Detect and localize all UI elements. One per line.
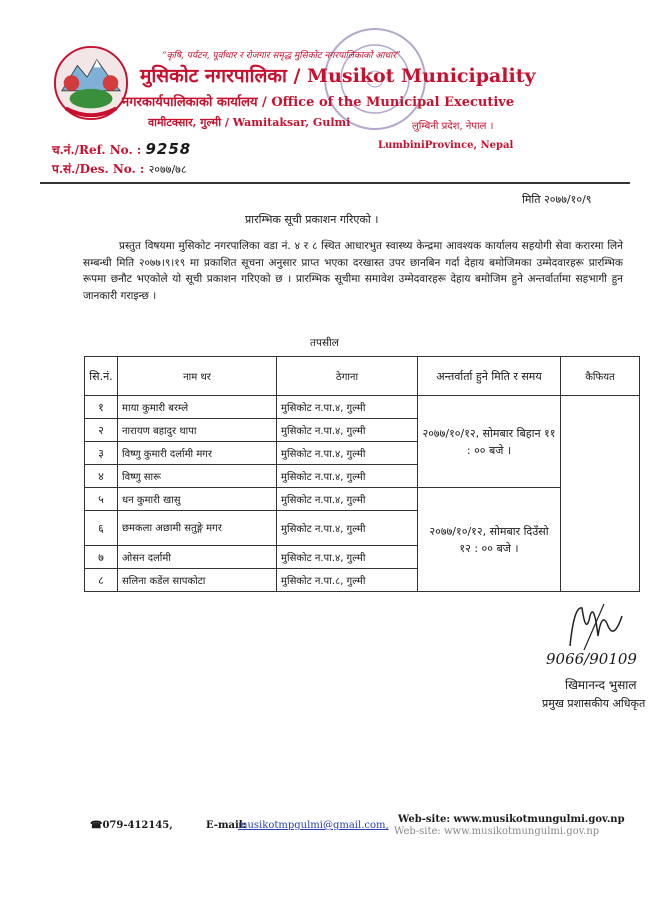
table-row [85, 488, 640, 511]
cell-name: विष्णु कुमारी दर्लामी मगर [118, 442, 277, 465]
cell-name: माया कुमारी बरम्ले [118, 396, 277, 419]
cell-sn: २ [85, 419, 118, 442]
signatory-name: खिमानन्द भुसाल [565, 678, 637, 692]
candidate-table [84, 356, 640, 592]
table-header-row [85, 357, 640, 396]
footer-email-link[interactable]: musikotmpgulmi@gmail.com, [238, 820, 389, 831]
ref-label: च.नं./Ref. No. : [52, 143, 142, 157]
col-header-schedule: अन्तर्वार्ता हुने मिति र समय [418, 357, 561, 396]
col-header-sn: सि.नं. [85, 357, 118, 396]
cell-sn: ८ [85, 569, 118, 592]
cell-address: मुसिकोट न.पा.४, गुल्मी [277, 511, 418, 546]
cell-name: ओसन दर्लामी [118, 546, 277, 569]
table-row [85, 396, 640, 419]
footer-email-label: E-mail: [206, 820, 247, 831]
signatory-title: प्रमुख प्रशासकीय अधिकृत [542, 697, 646, 710]
cell-name: धन कुमारी खासु [118, 488, 277, 511]
cell-address: मुसिकोट न.पा.४, गुल्मी [277, 488, 418, 511]
cell-address: मुसिकोट न.पा.८, गुल्मी [277, 569, 418, 592]
dispatch-number [52, 160, 187, 177]
cell-address: मुसिकोट न.पा.४, गुल्मी [277, 442, 418, 465]
cell-sn: ४ [85, 465, 118, 488]
cell-name: सलिना कडेंल सापकोटा [118, 569, 277, 592]
cell-schedule-morning: २०७७/१०/१२, सोमबार बिहान ११ : ०० बजे । [418, 396, 561, 488]
col-header-remarks: कैफियत [561, 357, 640, 396]
footer-phone: ☎079-412145, [90, 820, 173, 831]
des-label: प.सं./Des. No. : [52, 162, 145, 176]
col-header-address: ठेगाना [277, 357, 418, 396]
ref-value: 9258 [145, 140, 192, 158]
municipality-title: मुसिकोट नगरपालिका / Musikot Municipality [140, 65, 536, 87]
municipality-slogan: “कृषि, पर्यटन, पूर्वाधार र रोजगार समृद्ध मुसिकोट नगरपालिकाको आधार” [162, 51, 401, 61]
cell-address: मुसिकोट न.पा.४, गुल्मी [277, 419, 418, 442]
des-value: २०७७/७८ [148, 163, 187, 176]
office-address: वामीटक्सार, गुल्मी / Wamitaksar, Gulmi [148, 116, 351, 129]
letter-body: प्रस्तुत विषयमा मुसिकोट नगरपालिका वडा नं. ४ र ८ स्थित आधारभुत स्वास्थ्य केन्द्रमा आवश्यक कार्यालय सहयोगी सेवा करारमा लिने सम्बन्धी मिति २०७७।९।१९ मा प्रकाशित सूचना अनुसार प्राप्त भएका दरखास्त उपर छानबिन गर्दा देहाय बमोजिमका उम्मेदवारहरू प्रारम्भिक रूपमा छनौट भएकोले यो सूची प्रकाशन गरिएको छ । प्रारम्भिक सूचीमा समावेश उम्मेदवारहरू देहाय बमोजिम हुने अन्तर्वार्तामा सहभागी हुन जानकारी गराइन्छ । [83, 240, 623, 302]
reference-number [52, 140, 191, 158]
province-nepali: लुम्बिनी प्रदेश, नेपाल । [412, 121, 494, 132]
cell-address: मुसिकोट न.पा.४, गुल्मी [277, 546, 418, 569]
footer-website[interactable]: Web-site: www.musikotmungulmi.gov.np [398, 814, 625, 825]
cell-sn: ३ [85, 442, 118, 465]
nepal-emblem-logo [52, 44, 130, 122]
province-english: LumbiniProvince, Nepal [378, 140, 514, 151]
cell-name: विष्णु सारू [118, 465, 277, 488]
cell-sn: ६ [85, 511, 118, 546]
cell-sn: १ [85, 396, 118, 419]
office-name: नगरकार्यपालिकाको कार्यालय / Office of the Municipal Executive [122, 95, 515, 110]
cell-remarks [561, 396, 640, 592]
cell-schedule-afternoon: २०७७/१०/१२, सोमबार दिउँसो १२ : ०० बजे । [418, 488, 561, 592]
header-divider [40, 182, 630, 184]
footer-website-shadow: Web-site: www.musikotmungulmi.gov.np [394, 826, 600, 837]
col-header-name: नाम थर [118, 357, 277, 396]
signature-date: 9066/90109 [546, 650, 637, 668]
cell-address: मुसिकोट न.पा.४, गुल्मी [277, 465, 418, 488]
cell-name: नारायण बहादुर थापा [118, 419, 277, 442]
cell-sn: ७ [85, 546, 118, 569]
handwritten-signature [560, 596, 630, 656]
cell-sn: ५ [85, 488, 118, 511]
cell-name: छमकला अछामी सतुङ्गे मगर [118, 511, 277, 546]
cell-address: मुसिकोट न.पा.४, गुल्मी [277, 396, 418, 419]
letter-subject: प्रारम्भिक सूची प्रकाशन गरिएको । [245, 213, 379, 226]
letter-date: मिति २०७७/१०/९ [522, 193, 592, 206]
details-label: तपसील [310, 337, 339, 349]
